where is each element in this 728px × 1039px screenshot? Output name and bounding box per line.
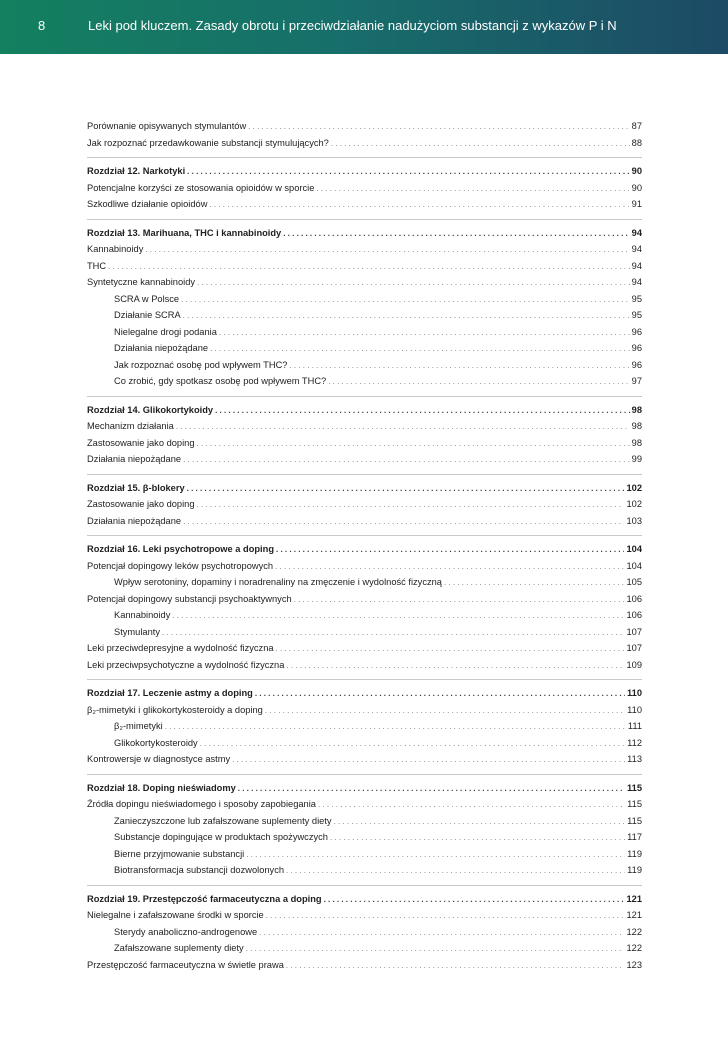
toc-subentry[interactable] xyxy=(87,324,642,341)
toc-entry-label: Potencjalne korzyści ze stosowania opioidów w sporcie xyxy=(87,182,315,193)
toc-chapter-page: 115 xyxy=(627,782,642,793)
toc-entry-label: Zastosowanie jako doping xyxy=(87,499,195,509)
toc-entry-page: 121 xyxy=(626,910,642,920)
toc-entry[interactable] xyxy=(87,907,642,924)
dot-leader xyxy=(265,703,625,720)
toc-subentry-page: 117 xyxy=(627,832,642,842)
toc-subentry-page: 96 xyxy=(631,359,642,370)
dot-leader xyxy=(215,403,630,420)
dot-leader xyxy=(444,575,625,592)
toc-chapter-page: 104 xyxy=(626,544,642,554)
toc-subentry-page: 119 xyxy=(627,865,642,875)
toc-subentry[interactable] xyxy=(87,607,642,624)
dot-leader xyxy=(210,341,630,358)
divider xyxy=(87,774,642,775)
divider xyxy=(87,219,642,220)
dot-leader xyxy=(246,941,625,958)
dot-leader xyxy=(172,608,624,625)
toc-entry-label: Kannabinoidy xyxy=(87,244,144,254)
dot-leader xyxy=(331,136,630,153)
toc-entry-label: THC xyxy=(87,260,107,271)
toc-entry-label: Leki przeciwdepresyjne a wydolność fizyczna xyxy=(87,643,274,653)
toc-chapter[interactable] xyxy=(87,685,642,702)
toc-entry-label: Nielegalne i zafałszowane środki w sporcie xyxy=(87,910,264,920)
dot-leader xyxy=(334,814,626,831)
toc-subentry-page: 95 xyxy=(631,293,642,304)
toc-entry-page: 113 xyxy=(627,754,642,764)
toc-chapter-label: Rozdział 16. Leki psychotropowe a doping xyxy=(87,544,274,554)
toc-entry-label: Syntetyczne kannabinoidy xyxy=(87,277,196,287)
dot-leader xyxy=(289,358,629,375)
toc-chapter-label: Rozdział 13. Marihuana, THC i kannabinoidy xyxy=(87,227,282,238)
toc-chapter[interactable] xyxy=(87,891,642,908)
toc-entry-page: 110 xyxy=(627,704,642,715)
dot-leader xyxy=(108,259,630,276)
dot-leader xyxy=(318,797,625,814)
toc-subentry[interactable] xyxy=(87,940,642,957)
toc-subentry-label: Wpływ serotoniny, dopaminy i noradrenaliny na zmęczenie i wydolność fizyczną xyxy=(114,577,442,587)
toc-entry-page: 94 xyxy=(631,277,642,287)
toc-entry-label: Przestępczość farmaceutyczna w świetle prawa xyxy=(87,959,284,970)
toc-subentry-label: Działania niepożądane xyxy=(114,343,209,353)
dot-leader xyxy=(232,752,625,769)
dot-leader xyxy=(181,292,630,309)
toc-entry[interactable] xyxy=(87,241,642,258)
toc-chapter-page: 90 xyxy=(631,166,642,176)
toc-subentry[interactable] xyxy=(87,357,642,374)
toc-entry-page: 103 xyxy=(626,515,642,526)
dot-leader xyxy=(197,497,625,514)
toc-entry[interactable] xyxy=(87,796,642,813)
dot-leader xyxy=(145,242,629,259)
dot-leader xyxy=(200,736,625,753)
toc-chapter-page: 94 xyxy=(631,227,642,238)
toc-subentry-page: 122 xyxy=(626,943,642,953)
toc-subentry[interactable] xyxy=(87,574,642,591)
toc-subentry[interactable] xyxy=(87,624,642,641)
toc-entry-label: β₂-mimetyki i glikokortykosteroidy a doping xyxy=(87,704,263,715)
toc-subentry-label: Biotransformacja substancji dozwolonych xyxy=(114,865,285,875)
toc-entry-page: 94 xyxy=(631,244,642,254)
dot-leader xyxy=(328,374,629,391)
toc-entry-label: Źródła dopingu nieświadomego i sposoby zapobiegania xyxy=(87,799,316,809)
toc-entry-label: Potencjał dopingowy leków psychotropowych xyxy=(87,560,274,571)
toc-entry-page: 91 xyxy=(631,199,642,209)
toc-entry[interactable] xyxy=(87,180,642,197)
toc-entry[interactable] xyxy=(87,640,642,657)
toc-subentry-page: 111 xyxy=(627,721,642,731)
dot-leader xyxy=(283,226,629,243)
toc-entry-page: 123 xyxy=(626,959,642,970)
toc-entry-page: 99 xyxy=(631,454,642,464)
divider xyxy=(87,157,642,158)
dot-leader xyxy=(209,197,629,214)
toc-entry[interactable] xyxy=(87,513,642,530)
toc-subentry-label: Kannabinoidy xyxy=(114,610,171,620)
toc-subentry-page: 95 xyxy=(631,310,642,320)
toc-chapter-label: Rozdział 17. Leczenie astmy a doping xyxy=(87,688,253,698)
dot-leader xyxy=(286,658,624,675)
dot-leader xyxy=(286,958,625,975)
toc-chapter[interactable] xyxy=(87,163,642,180)
toc-chapter-label: Rozdział 14. Glikokortykoidy xyxy=(87,404,214,415)
toc-chapter-label: Rozdział 15. β-blokery xyxy=(87,482,185,493)
toc-subentry-label: Glikokortykosteroidy xyxy=(114,737,198,748)
dot-leader xyxy=(219,325,630,342)
dot-leader xyxy=(330,830,625,847)
toc-entry[interactable] xyxy=(87,118,642,135)
dot-leader xyxy=(165,719,626,736)
dot-leader xyxy=(197,436,630,453)
toc-subentry[interactable] xyxy=(87,340,642,357)
toc-entry-page: 104 xyxy=(626,560,642,571)
dot-leader xyxy=(162,625,624,642)
dot-leader xyxy=(316,181,629,198)
toc-subentry[interactable] xyxy=(87,862,642,879)
dot-leader xyxy=(187,481,625,498)
toc-subentry-label: Nielegalne drogi podania xyxy=(114,326,217,337)
toc-subentry[interactable] xyxy=(87,291,642,308)
toc-entry[interactable] xyxy=(87,957,642,974)
toc-entry[interactable] xyxy=(87,751,642,768)
toc-entry-label: Porównanie opisywanych stymulantów xyxy=(87,121,247,131)
toc-entry[interactable] xyxy=(87,657,642,674)
divider xyxy=(87,535,642,536)
toc-chapter-label: Rozdział 12. Narkotyki xyxy=(87,166,186,176)
toc-entry-page: 109 xyxy=(626,659,642,670)
toc-entry-label: Działania niepożądane xyxy=(87,515,182,526)
toc-entry-label: Potencjał dopingowy substancji psychoaktywnych xyxy=(87,593,292,604)
toc-entry-page: 87 xyxy=(631,121,642,131)
toc-subentry[interactable] xyxy=(87,735,642,752)
dot-leader xyxy=(197,275,630,292)
toc-chapter[interactable] xyxy=(87,402,642,419)
toc-entry-label: Szkodliwe działanie opioidów xyxy=(87,199,208,209)
toc-entry[interactable] xyxy=(87,591,642,608)
toc-entry-page: 102 xyxy=(626,499,642,509)
toc-subentry[interactable] xyxy=(87,307,642,324)
toc-chapter[interactable] xyxy=(87,480,642,497)
dot-leader xyxy=(238,781,625,798)
table-of-contents xyxy=(87,118,642,973)
toc-subentry-page: 105 xyxy=(626,577,642,587)
toc-subentry-label: Zafałszowane suplementy diety xyxy=(114,943,244,953)
toc-entry[interactable] xyxy=(87,558,642,575)
toc-subentry-page: 97 xyxy=(631,376,642,386)
toc-entry-label: Jak rozpoznać przedawkowanie substancji stymulujących? xyxy=(87,137,329,148)
page-header xyxy=(0,0,728,54)
toc-chapter-page: 121 xyxy=(626,893,642,904)
toc-subentry-page: 96 xyxy=(631,343,642,353)
toc-subentry-page: 107 xyxy=(626,626,642,637)
toc-subentry-label: Bierne przyjmowanie substancji xyxy=(114,848,245,859)
toc-subentry-label: SCRA w Polsce xyxy=(114,293,180,304)
toc-entry[interactable] xyxy=(87,496,642,513)
dot-leader xyxy=(248,119,629,136)
toc-entry-label: Mechanizm działania xyxy=(87,421,174,431)
toc-subentry[interactable] xyxy=(87,813,642,830)
toc-entry[interactable] xyxy=(87,435,642,452)
dot-leader xyxy=(255,686,625,703)
toc-subentry[interactable] xyxy=(87,829,642,846)
toc-subentry[interactable] xyxy=(87,718,642,735)
dot-leader xyxy=(246,847,625,864)
toc-entry-label: Zastosowanie jako doping xyxy=(87,437,195,448)
toc-entry-page: 115 xyxy=(627,799,642,809)
dot-leader xyxy=(176,419,630,436)
toc-chapter-page: 98 xyxy=(631,404,642,415)
toc-subentry-page: 106 xyxy=(626,610,642,620)
toc-entry-page: 90 xyxy=(631,182,642,193)
toc-entry-page: 98 xyxy=(631,437,642,448)
dot-leader xyxy=(275,559,624,576)
toc-entry[interactable] xyxy=(87,418,642,435)
divider xyxy=(87,396,642,397)
toc-entry-page: 98 xyxy=(631,421,642,431)
book-title: Leki pod kluczem. Zasady obrotu i przeciwdziałanie nadużyciom substancji z wykazów P i N xyxy=(88,18,617,33)
toc-subentry-label: Działanie SCRA xyxy=(114,310,181,320)
toc-entry-label: Działania niepożądane xyxy=(87,454,182,464)
divider xyxy=(87,474,642,475)
toc-subentry[interactable] xyxy=(87,846,642,863)
toc-subentry-label: Co zrobić, gdy spotkasz osobę pod wpływem THC? xyxy=(114,376,327,386)
toc-subentry-label: β₂-mimetyki xyxy=(114,721,163,731)
dot-leader xyxy=(183,308,630,325)
toc-subentry[interactable] xyxy=(87,924,642,941)
toc-subentry-page: 96 xyxy=(631,326,642,337)
toc-entry[interactable] xyxy=(87,135,642,152)
toc-entry-label: Kontrowersje w diagnostyce astmy xyxy=(87,754,231,764)
divider xyxy=(87,885,642,886)
toc-entry-page: 107 xyxy=(626,643,642,653)
toc-entry[interactable] xyxy=(87,451,642,468)
dot-leader xyxy=(183,452,630,469)
toc-entry[interactable] xyxy=(87,258,642,275)
dot-leader xyxy=(183,514,624,531)
toc-subentry-page: 119 xyxy=(627,848,642,859)
toc-chapter-label: Rozdział 19. Przestępczość farmaceutyczna a doping xyxy=(87,893,322,904)
toc-chapter[interactable] xyxy=(87,780,642,797)
toc-entry-page: 106 xyxy=(626,593,642,604)
toc-entry[interactable] xyxy=(87,702,642,719)
dot-leader xyxy=(266,908,625,925)
toc-subentry-label: Substancje dopingujące w produktach spożywczych xyxy=(114,832,328,842)
toc-entry[interactable] xyxy=(87,274,642,291)
toc-subentry-label: Sterydy anaboliczno-androgenowe xyxy=(114,926,258,937)
toc-chapter-label: Rozdział 18. Doping nieświadomy xyxy=(87,782,236,793)
dot-leader xyxy=(187,164,629,181)
toc-chapter[interactable] xyxy=(87,225,642,242)
toc-subentry-label: Zanieczyszczone lub zafałszowane suplementy diety xyxy=(114,815,332,826)
dot-leader xyxy=(286,863,625,880)
dot-leader xyxy=(259,925,624,942)
dot-leader xyxy=(294,592,625,609)
page-number: 8 xyxy=(38,18,46,33)
toc-subentry-page: 112 xyxy=(627,737,642,748)
dot-leader xyxy=(324,892,625,909)
toc-entry-page: 94 xyxy=(631,260,642,271)
dot-leader xyxy=(276,641,625,658)
dot-leader xyxy=(276,542,624,559)
toc-chapter-page: 110 xyxy=(627,688,642,698)
toc-entry[interactable] xyxy=(87,196,642,213)
divider xyxy=(87,679,642,680)
toc-subentry[interactable] xyxy=(87,373,642,390)
toc-chapter[interactable] xyxy=(87,541,642,558)
toc-chapter-page: 102 xyxy=(626,482,642,493)
toc-subentry-page: 115 xyxy=(627,815,642,826)
toc-entry-label: Leki przeciwpsychotyczne a wydolność fizyczna xyxy=(87,659,285,670)
toc-subentry-label: Stymulanty xyxy=(114,626,160,637)
toc-subentry-page: 122 xyxy=(626,926,642,937)
toc-subentry-label: Jak rozpoznać osobę pod wpływem THC? xyxy=(114,359,288,370)
toc-entry-page: 88 xyxy=(631,137,642,148)
